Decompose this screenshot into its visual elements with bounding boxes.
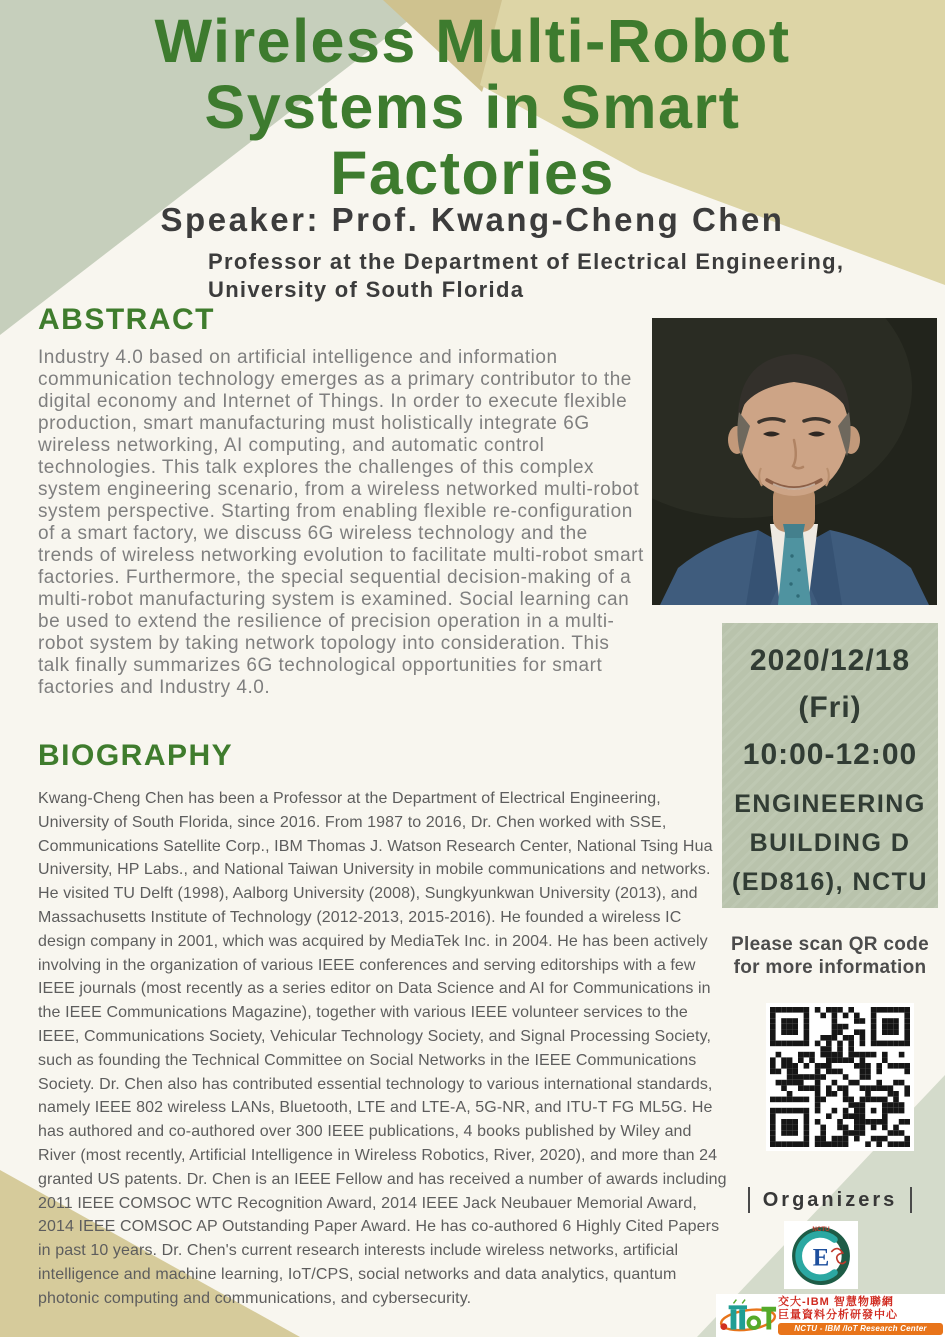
nctu-ibm-iot-logo xyxy=(716,1294,945,1337)
organizers-label: Organizers xyxy=(762,1188,898,1211)
iot-center-text xyxy=(778,1296,943,1335)
speaker-line: Speaker: Prof. Kwang-Cheng Chen xyxy=(160,201,785,238)
biography-heading: BIOGRAPHY xyxy=(38,739,234,772)
event-time: 10:00-12:00 xyxy=(742,738,918,771)
qr-caption: Please scan QR code for more information xyxy=(731,934,929,978)
title-line: Factories xyxy=(330,139,615,207)
affiliation-line: Professor at the Department of Electrical Engineering, xyxy=(208,249,845,274)
divider-bar xyxy=(748,1187,750,1213)
iiot-wordmark-icon xyxy=(718,1296,778,1336)
iot-center-banner: NCTU - IBM /IoT Research Center xyxy=(778,1323,943,1335)
poster-title xyxy=(0,8,945,206)
affiliation-line: University of South Florida xyxy=(208,277,525,302)
event-venue: ENGINEERING BUILDING D (ED816), NCTU xyxy=(732,790,928,896)
nctu-ece-logo xyxy=(784,1221,858,1289)
event-day: (Fri) xyxy=(798,691,862,724)
title-line: Wireless Multi-Robot xyxy=(154,7,791,75)
speaker-portrait xyxy=(652,318,937,605)
title-line: Systems in Smart xyxy=(204,73,741,141)
abstract-heading: ABSTRACT xyxy=(38,303,215,336)
speaker-affiliation xyxy=(208,248,844,304)
iot-center-cjk-line: 交大-IBM 智慧物聯網 xyxy=(778,1296,894,1308)
svg-text:NCTU: NCTU xyxy=(812,1226,830,1234)
divider-bar xyxy=(910,1187,912,1213)
event-date: 2020/12/18 xyxy=(749,644,911,677)
qr-code-pattern xyxy=(770,1007,910,1147)
iot-center-cjk-line: 巨量資料分析研發中心 xyxy=(778,1309,898,1321)
organizers-heading xyxy=(722,1187,938,1213)
nctu-ece-emblem-icon xyxy=(790,1224,852,1286)
biography-body: Kwang-Cheng Chen has been a Professor at the Department of Electrical Engineering, University of South Florida, since 2016. From 1987 to 2016, Dr. Chen worked with SSE, Communications Satellite Corp., IBM Thomas J. Watson Research Center, National Tsing Hua University, HP Labs., and National Taiwan University in mobile communications and networks. He visited TU Delft (1998), Aalborg University (2008), Sungkyunkwan University (2013), and Massachusetts Institute of Technology (2012-2013, 2015-2016). He founded a wireless IC design company in 2001, which was acquired by MediaTek Inc. in 2004. He has been actively involving in the organization of various IEEE conferences and serving editorships with a few IEEE journals (most recently as a series editor on Data Science and AI for Communications in the IEEE Communications Magazine), together with various IEEE volunteer services to the IEEE, Communications Society, Vehicular Technology Society, and Signal Processing Society, such as founding the Technical Committee on Social Networks in the IEEE Communications Society. Dr. Chen also has contributed essential technology to various international standards, namely IEEE 802 wireless LANs, Bluetooth, LTE and LTE-A, 5G-NR, and ITU-T FG ML5G. He has authored and co-authored over 300 IEEE publications, 4 books published by Wiley and River (most recently, Artificial Intelligence in Wireless Robotics, River, 2020), and more than 24 granted US patents. Dr. Chen is an IEEE Fellow and has received a number of awards including 2011 IEEE COMSOC WTC Recognition Award, 2014 IEEE Jack Neubauer Memorial Award, 2014 IEEE COMSOC AP Outstanding Paper Award. He has co-authored 6 Highly Cited Papers in past 10 years. Dr. Chen's current research interests include wireless networks, artificial intelligence and machine learning, IoT/CPS, social networks and data analytics, quantum photonic computing and communications, and cybersecurity. xyxy=(38,790,727,1307)
qr-code xyxy=(766,1003,914,1151)
svg-text:E: E xyxy=(812,1244,830,1272)
abstract-body: Industry 4.0 based on artificial intelligence and information communication technology emerges as a primary contributor to the digital economy and Internet of Things. In order to execute flexible production, smart manufacturing must holistically integrate 6G wireless networking, AI computing, and automatic control technologies. This talk explores the challenges of this complex system engineering scenario, from a wireless networked multi-robot system perspective. Starting from enabling flexible re-configuration of a smart factory, we discuss 6G wireless technology and the trends of wireless networking evolution to facilitate multi-robot smart factories. Furthermore, the special sequential decision-making of a multi-robot manufacturing system is examined. Social learning can be used to extend the resilience of precision operation in a multi-robot system by taking network topology into consideration. This talk finally summarizes 6G technological opportunities for smart factories and Industry 4.0. xyxy=(38,347,644,698)
event-details-box xyxy=(722,623,938,908)
